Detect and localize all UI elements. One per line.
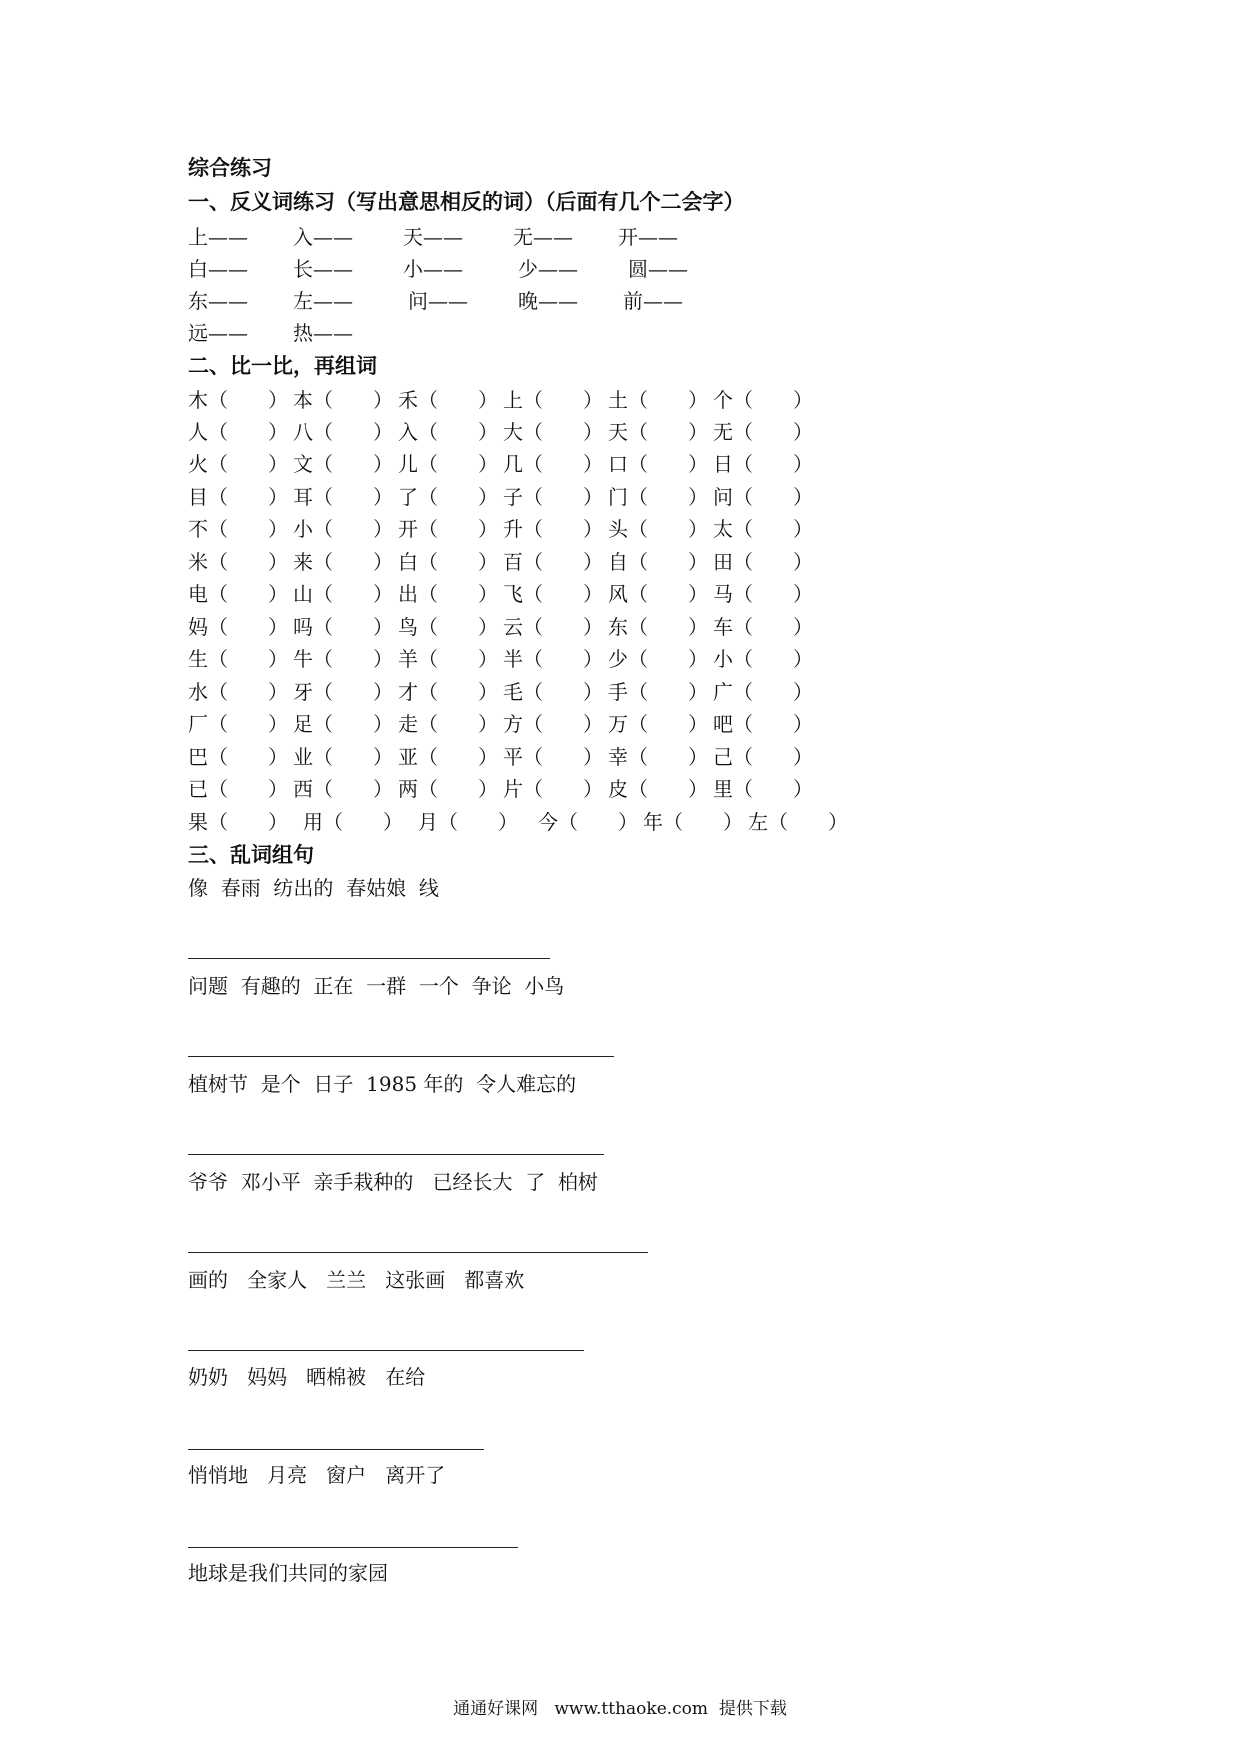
compare-item: 用（ ）	[303, 810, 403, 834]
compare-item: 己（ ）	[713, 745, 813, 769]
compare-item: 水（ ）	[188, 680, 288, 704]
compare-item: 个（ ）	[713, 388, 813, 412]
compare-item: 业（ ）	[293, 745, 393, 769]
compare-item: 马（ ）	[713, 582, 813, 606]
compare-item: 白（ ）	[398, 550, 498, 574]
compare-item: 云（ ）	[503, 615, 603, 639]
compare-item: 才（ ）	[398, 680, 498, 704]
scrambled-item: 地球是我们共同的家园	[188, 1561, 388, 1585]
answer-line[interactable]	[188, 1056, 614, 1057]
compare-item: 广（ ）	[713, 680, 813, 704]
answer-line[interactable]	[188, 958, 550, 959]
compare-item: 巴（ ）	[188, 745, 288, 769]
compare-item: 年（ ）	[643, 810, 743, 834]
antonym-item: 东——	[188, 289, 248, 313]
compare-item: 入（ ）	[398, 420, 498, 444]
compare-item: 本（ ）	[293, 388, 393, 412]
antonym-item: 入——	[293, 225, 353, 249]
answer-line[interactable]	[188, 1252, 648, 1253]
antonym-item: 左——	[293, 289, 353, 313]
antonym-item: 晚——	[518, 289, 578, 313]
compare-item: 已（ ）	[188, 777, 288, 801]
compare-item: 牙（ ）	[293, 680, 393, 704]
compare-item: 小（ ）	[293, 517, 393, 541]
scrambled-item: 爷爷 邓小平 亲手栽种的 已经长大 了 柏树	[188, 1170, 598, 1194]
section-compare-heading: 二、比一比，再组词	[188, 353, 377, 378]
compare-item: 吧（ ）	[713, 712, 813, 736]
compare-item: 平（ ）	[503, 745, 603, 769]
compare-item: 问（ ）	[713, 485, 813, 509]
antonym-item: 无——	[513, 225, 573, 249]
compare-item: 木（ ）	[188, 388, 288, 412]
compare-item: 儿（ ）	[398, 452, 498, 476]
compare-item: 幸（ ）	[608, 745, 708, 769]
compare-item: 车（ ）	[713, 615, 813, 639]
compare-item: 今（ ）	[538, 810, 638, 834]
compare-item: 西（ ）	[293, 777, 393, 801]
compare-item: 米（ ）	[188, 550, 288, 574]
compare-item: 文（ ）	[293, 452, 393, 476]
compare-item: 门（ ）	[608, 485, 708, 509]
compare-item: 少（ ）	[608, 647, 708, 671]
compare-item: 走（ ）	[398, 712, 498, 736]
compare-item: 山（ ）	[293, 582, 393, 606]
compare-item: 里（ ）	[713, 777, 813, 801]
compare-item: 吗（ ）	[293, 615, 393, 639]
scrambled-item: 像 春雨 纺出的 春姑娘 线	[188, 876, 439, 900]
compare-item: 禾（ ）	[398, 388, 498, 412]
compare-item: 果（ ）	[188, 810, 288, 834]
compare-item: 子（ ）	[503, 485, 603, 509]
answer-line[interactable]	[188, 1547, 518, 1548]
compare-item: 毛（ ）	[503, 680, 603, 704]
compare-item: 太（ ）	[713, 517, 813, 541]
compare-item: 万（ ）	[608, 712, 708, 736]
antonym-item: 开——	[618, 225, 678, 249]
compare-item: 半（ ）	[503, 647, 603, 671]
scrambled-item: 画的 全家人 兰兰 这张画 都喜欢	[188, 1268, 525, 1292]
page-title: 综合练习	[188, 155, 272, 180]
compare-item: 自（ ）	[608, 550, 708, 574]
scrambled-item: 奶奶 妈妈 晒棉被 在给	[188, 1365, 426, 1389]
answer-line[interactable]	[188, 1449, 484, 1450]
compare-item: 东（ ）	[608, 615, 708, 639]
page-footer: 通通好课网 www.tthaoke.com 提供下载	[453, 1699, 787, 1719]
compare-item: 大（ ）	[503, 420, 603, 444]
compare-item: 生（ ）	[188, 647, 288, 671]
compare-item: 电（ ）	[188, 582, 288, 606]
compare-item: 人（ ）	[188, 420, 288, 444]
compare-item: 出（ ）	[398, 582, 498, 606]
scrambled-item: 悄悄地 月亮 窗户 离开了	[188, 1463, 446, 1487]
compare-item: 升（ ）	[503, 517, 603, 541]
compare-item: 开（ ）	[398, 517, 498, 541]
compare-item: 厂（ ）	[188, 712, 288, 736]
compare-item: 来（ ）	[293, 550, 393, 574]
compare-item: 田（ ）	[713, 550, 813, 574]
antonym-item: 少——	[518, 257, 578, 281]
compare-item: 皮（ ）	[608, 777, 708, 801]
compare-item: 手（ ）	[608, 680, 708, 704]
compare-item: 百（ ）	[503, 550, 603, 574]
antonym-item: 远——	[188, 321, 248, 345]
compare-item: 口（ ）	[608, 452, 708, 476]
antonym-item: 上——	[188, 225, 248, 249]
compare-item: 鸟（ ）	[398, 615, 498, 639]
compare-item: 土（ ）	[608, 388, 708, 412]
compare-item: 日（ ）	[713, 452, 813, 476]
compare-item: 八（ ）	[293, 420, 393, 444]
antonym-item: 热——	[293, 321, 353, 345]
compare-item: 了（ ）	[398, 485, 498, 509]
compare-item: 左（ ）	[748, 810, 848, 834]
section-scrambled-heading: 三、乱词组句	[188, 842, 314, 867]
compare-item: 上（ ）	[503, 388, 603, 412]
compare-item: 飞（ ）	[503, 582, 603, 606]
antonym-item: 小——	[403, 257, 463, 281]
compare-item: 几（ ）	[503, 452, 603, 476]
compare-item: 小（ ）	[713, 647, 813, 671]
scrambled-item: 问题 有趣的 正在 一群 一个 争论 小鸟	[188, 974, 565, 998]
answer-line[interactable]	[188, 1154, 604, 1155]
compare-item: 羊（ ）	[398, 647, 498, 671]
compare-item: 方（ ）	[503, 712, 603, 736]
section-antonyms-heading: 一、反义词练习（写出意思相反的词）（后面有几个二会字）	[188, 189, 745, 214]
antonym-item: 天——	[403, 225, 463, 249]
antonym-item: 长——	[293, 257, 353, 281]
compare-item: 头（ ）	[608, 517, 708, 541]
compare-item: 片（ ）	[503, 777, 603, 801]
antonym-item: 圆——	[628, 257, 688, 281]
compare-item: 两（ ）	[398, 777, 498, 801]
compare-item: 耳（ ）	[293, 485, 393, 509]
compare-item: 牛（ ）	[293, 647, 393, 671]
antonym-item: 问——	[408, 289, 468, 313]
compare-item: 天（ ）	[608, 420, 708, 444]
antonym-item: 前——	[623, 289, 683, 313]
compare-item: 月（ ）	[418, 810, 518, 834]
compare-item: 风（ ）	[608, 582, 708, 606]
compare-item: 亚（ ）	[398, 745, 498, 769]
scrambled-item: 植树节 是个 日子 1985 年的 令人难忘的	[188, 1072, 577, 1096]
compare-item: 无（ ）	[713, 420, 813, 444]
compare-item: 妈（ ）	[188, 615, 288, 639]
antonym-item: 白——	[188, 257, 248, 281]
compare-item: 目（ ）	[188, 485, 288, 509]
compare-item: 不（ ）	[188, 517, 288, 541]
compare-item: 足（ ）	[293, 712, 393, 736]
answer-line[interactable]	[188, 1350, 584, 1351]
compare-item: 火（ ）	[188, 452, 288, 476]
